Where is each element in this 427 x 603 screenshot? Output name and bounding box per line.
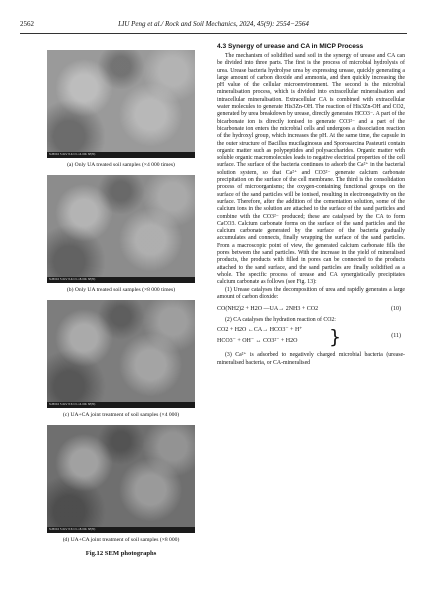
panel-caption: (b) Only UA treated soil samples (×8 000 times) xyxy=(66,287,176,293)
sem-image xyxy=(47,50,195,158)
page-number: 2562 xyxy=(20,20,34,28)
equation-10-body: CO(NH2)2 + H2O —UA→ 2NH3 + CO2 xyxy=(217,306,319,313)
sem-scalebar: SU8010 5.0kV 8.4mm x8.00k SE(M) xyxy=(47,277,195,283)
paragraph-mechanism: The mechanism of solidified sand soil in the synergy of urease and CA can be divided into three parts. The first is the process of microbial hydrolysis of urea. Urease bacteria hydrolyse urea by expressing urease, quickly generating a large amount of carbon dioxide and ammonia, and then quickly increasing the pH value of the cellular microenvironment. The second is the microbial mineralisation process, which is divided into extracellular mineralisation and intracellular mineralisation. Extracellular CA is combined with extracellular water molecules to generate His3Zn-OH. The reaction of His3Zn-OH and CO2, generated by urea breakdown by urease, directly generates HCO3⁻. A part of the bicarbonate ion is directly ionised to generate CO3²⁻ and a part of the bicarbonate ion enters the microbial cells and undergoes a dissociation reaction of the hydroxyl group, which increases the pH. At the same time, the capsule in the outer structure of Bacillus mucilaginosus and Sporosarcina Pasteurii contain organic matter such as polypeptides and polysaccharides. Organic matter with soluble organic macromolecules leads to negative electrical properties of the cell surface. The surface of the bacteria continues to adsorb the Ca²⁺ in the bacterial solution system, so that Ca²⁺ and CO3²⁻ generate calcium carbonate precipitation on the surface of the cell membrane. The third is the consolidation process of microorganisms; the oxygen-containing functional groups on the surface of the sand particles will be ionised, resulting in electronegativity on the surface. Therefore, after the addition of the cementation solution, some of the calcium ions in the solution are attached to the surface of the sand particles and combine with the CO3²⁻ produced; these are catalysed by the CA to form CaCO3. Calcium carbonate forms on the surface of the sand particles and the calcium carbonate generated by the surface of the bacteria gradually accumulates and connects, finally wrapping the surface of the sand particles. From a macroscopic point of view, the generated calcium carbonate fills the pores between the sand particles. With the increase in the yield of mineralised products, the products with filled in pores can be connected to the products attached to the sand surface, and the sand particles are finally solidified as a whole. The specific process of urease and CA synergistically precipitates calcium carbonate as follows (see Fig. 13): xyxy=(217,53,405,286)
header-rule xyxy=(20,33,407,34)
panel-caption: (a) Only UA treated soil samples (×4 000 times) xyxy=(67,162,175,168)
sem-scalebar: SU8010 5.0kV 8.5mm x8.00k SE(M) xyxy=(47,527,195,533)
page-header xyxy=(20,20,407,32)
equation-10 xyxy=(217,304,405,314)
sem-image xyxy=(47,175,195,283)
sem-scalebar: SU8010 5.0kV 8.5mm x4.00k SE(M) xyxy=(47,402,195,408)
figure-title: Fig.12 SEM photographs xyxy=(85,550,157,557)
figure-panels xyxy=(40,50,202,544)
section-title: 4.3 Synergy of urease and CA in MICP Process xyxy=(217,43,364,50)
equation-11-line-1: CO2 + H2O ←CA→ HCO3⁻ + H⁺ xyxy=(217,327,303,334)
sem-image xyxy=(47,425,195,533)
paragraph-step-3: (3) Ca²⁺ is adsorbed to negatively charged microbial bacteria (urease-mineralised bacteria, or CA-mineralised xyxy=(217,352,405,366)
figure-12 xyxy=(40,50,202,557)
sem-scalebar: SU8010 5.0kV 8.4mm x4.00k SE(M) xyxy=(47,152,195,158)
paragraph-step-1: (1) Urease catalyses the decomposition of urea and rapidly generates a large amount of carbon dioxide: xyxy=(217,286,405,300)
equation-10-number: (10) xyxy=(391,306,401,313)
paragraph-step-2: (2) CA catalyses the hydration reaction of CO2: xyxy=(225,317,336,324)
equation-11-number: (11) xyxy=(391,333,401,340)
equation-11 xyxy=(217,327,405,349)
panel-caption: (c) UA+CA joint treatment of soil samples (×4 000) xyxy=(62,412,180,418)
panel-caption: (d) UA+CA joint treatment of soil samples (×8 000) xyxy=(62,537,180,543)
equation-11-brace: } xyxy=(329,326,342,349)
section-body xyxy=(217,43,405,367)
running-title: LIU Peng et al./ Rock and Soil Mechanics, 2024, 45(9): 2554−2564 xyxy=(118,20,309,28)
sem-image xyxy=(47,300,195,408)
equation-11-line-2: HCO3⁻ + OH⁻ ↔ CO3²⁻ + H2O xyxy=(217,338,298,345)
